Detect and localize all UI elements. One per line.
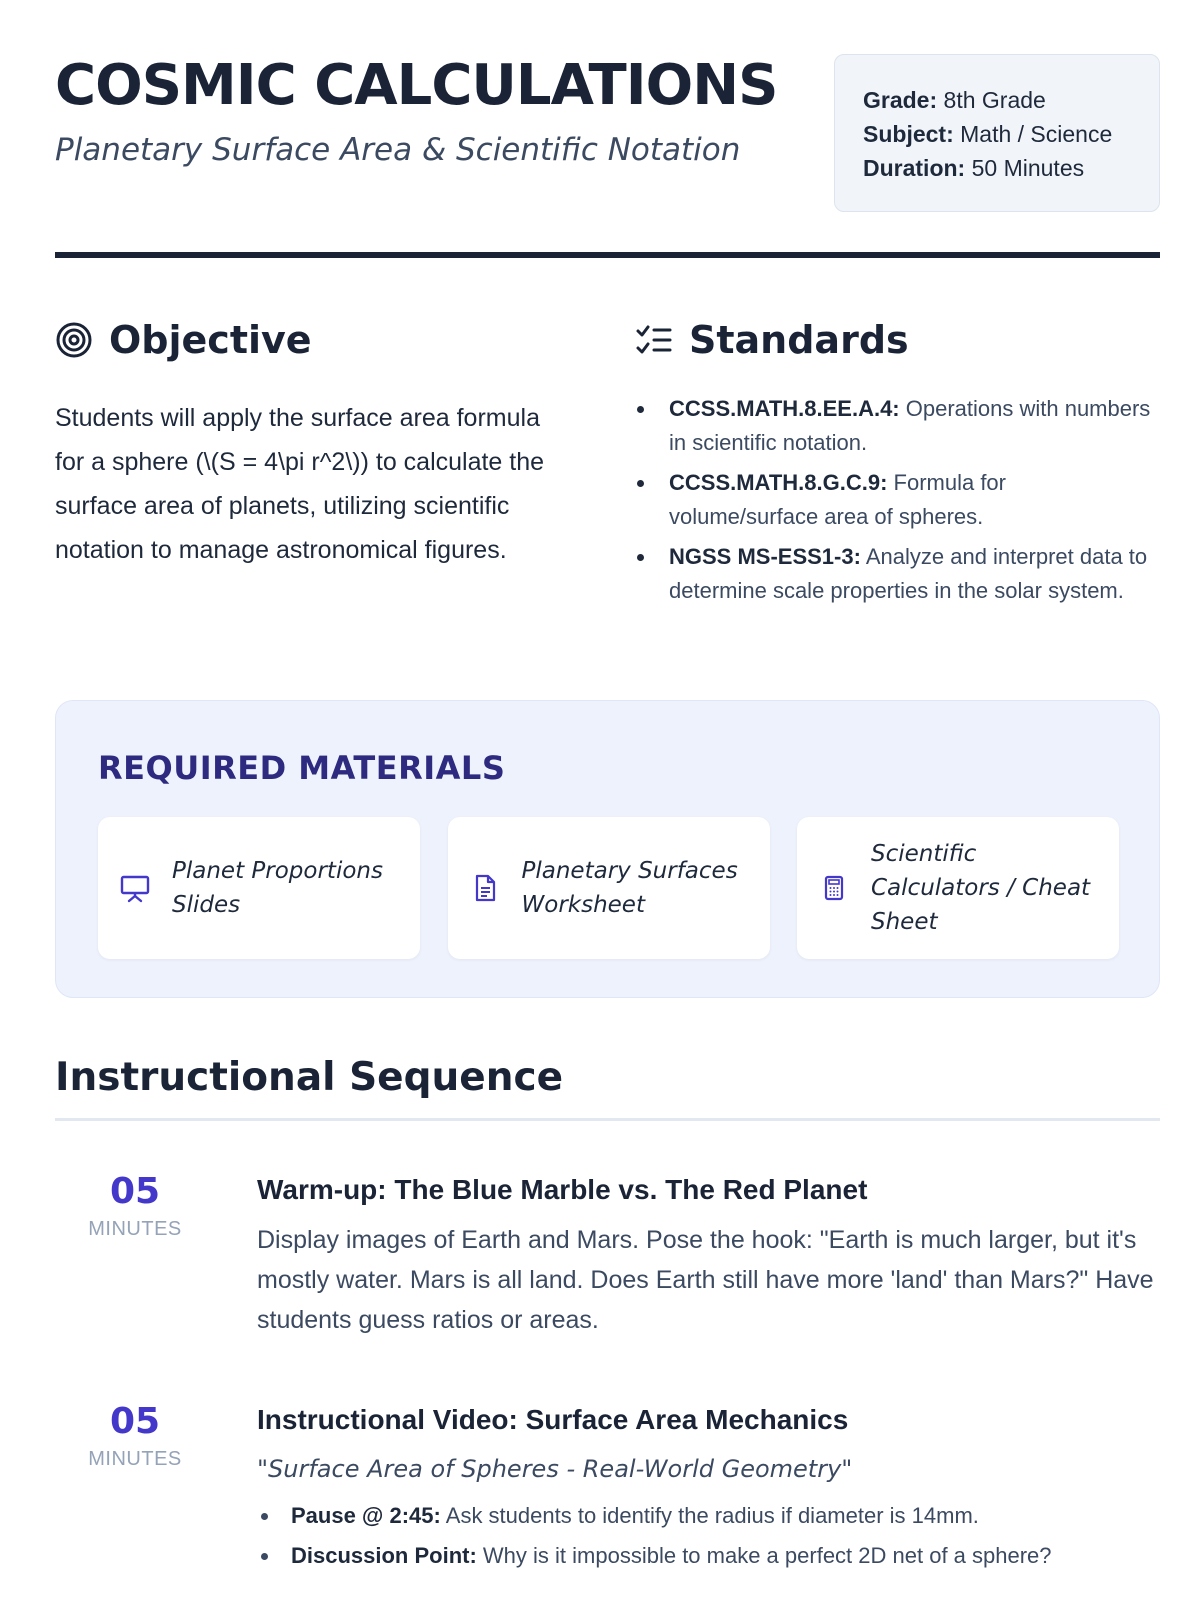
material-card-slides [98, 817, 420, 959]
standard-code: CCSS.MATH.8.G.C.9: [669, 470, 888, 495]
meta-grade: Grade: 8th Grade [863, 87, 1046, 113]
standards-heading: Standards [689, 318, 909, 362]
objective-heading: Objective [109, 318, 312, 362]
standard-code: CCSS.MATH.8.EE.A.4: [669, 396, 900, 421]
document-icon [470, 873, 500, 903]
step-title: Warm-up: The Blue Marble vs. The Red Planet [257, 1174, 868, 1205]
video-title: "Surface Area of Spheres - Real-World Geometry" [257, 1455, 853, 1483]
step-unit: MINUTES [88, 1218, 182, 1240]
material-card-calculators [797, 817, 1119, 959]
standard-text: Analyze and interpret data to determine scale properties in the solar system. [669, 544, 1148, 603]
checklist-icon [635, 321, 673, 359]
header [55, 54, 1160, 214]
material-label: Scientific Calculators / Cheat Sheet [871, 841, 1091, 935]
sequence-heading: Instructional Sequence [55, 1055, 564, 1100]
meta-duration: Duration: 50 Minutes [863, 155, 1085, 181]
page-title: COSMIC CALCULATIONS [55, 53, 778, 118]
materials-heading: REQUIRED MATERIALS [98, 749, 506, 787]
presentation-icon [120, 873, 150, 903]
standard-text: Operations with numbers in scientific notation. [669, 396, 1151, 455]
video-point: Discussion Point: Why is it impossible to make a perfect 2D net of a sphere? [257, 1536, 1160, 1576]
standard-text: Formula for volume/surface area of spheres. [669, 470, 1006, 529]
objective-text: Students will apply the surface area formula for a sphere (\(S = 4\pi r^2\)) to calculate the surface area of planets, utilizing scientific notation to manage astronomical figures. [55, 404, 545, 564]
material-label: Planet Proportions Slides [172, 858, 383, 918]
lesson-meta-box [834, 54, 1160, 212]
step-description: Display images of Earth and Mars. Pose the hook: "Earth is much larger, but it's mostly water. Mars is all land. Does Earth still have more 'land' than Mars?" Have students guess ratios or areas. [257, 1226, 1154, 1334]
standards-list [635, 392, 1160, 608]
standard-item [635, 392, 1160, 460]
step-duration [55, 1170, 215, 1241]
step-duration [55, 1400, 215, 1471]
video-points [257, 1496, 1160, 1576]
standard-item [635, 466, 1160, 534]
video-point: Pause @ 2:45: Ask students to identify the radius if diameter is 14mm. [257, 1496, 1160, 1536]
standard-item [635, 540, 1160, 608]
sequence-divider [55, 1118, 1160, 1121]
materials-panel [55, 700, 1160, 998]
step-unit: MINUTES [88, 1448, 182, 1470]
target-icon [55, 321, 93, 359]
standards-section [635, 310, 1160, 614]
step-minutes: 05 [109, 1401, 161, 1442]
step-title: Instructional Video: Surface Area Mechanics [257, 1404, 849, 1435]
materials-list [98, 817, 1119, 959]
page-subtitle: Planetary Surface Area & Scientific Notation [55, 132, 741, 168]
calculator-icon [819, 873, 849, 903]
header-divider [55, 252, 1160, 258]
material-label: Planetary Surfaces Worksheet [521, 858, 738, 918]
meta-subject: Subject: Math / Science [863, 121, 1113, 147]
step-minutes: 05 [109, 1171, 161, 1212]
objective-section [55, 310, 575, 572]
standard-code: NGSS MS-ESS1-3: [669, 544, 861, 569]
material-card-worksheet [448, 817, 770, 959]
